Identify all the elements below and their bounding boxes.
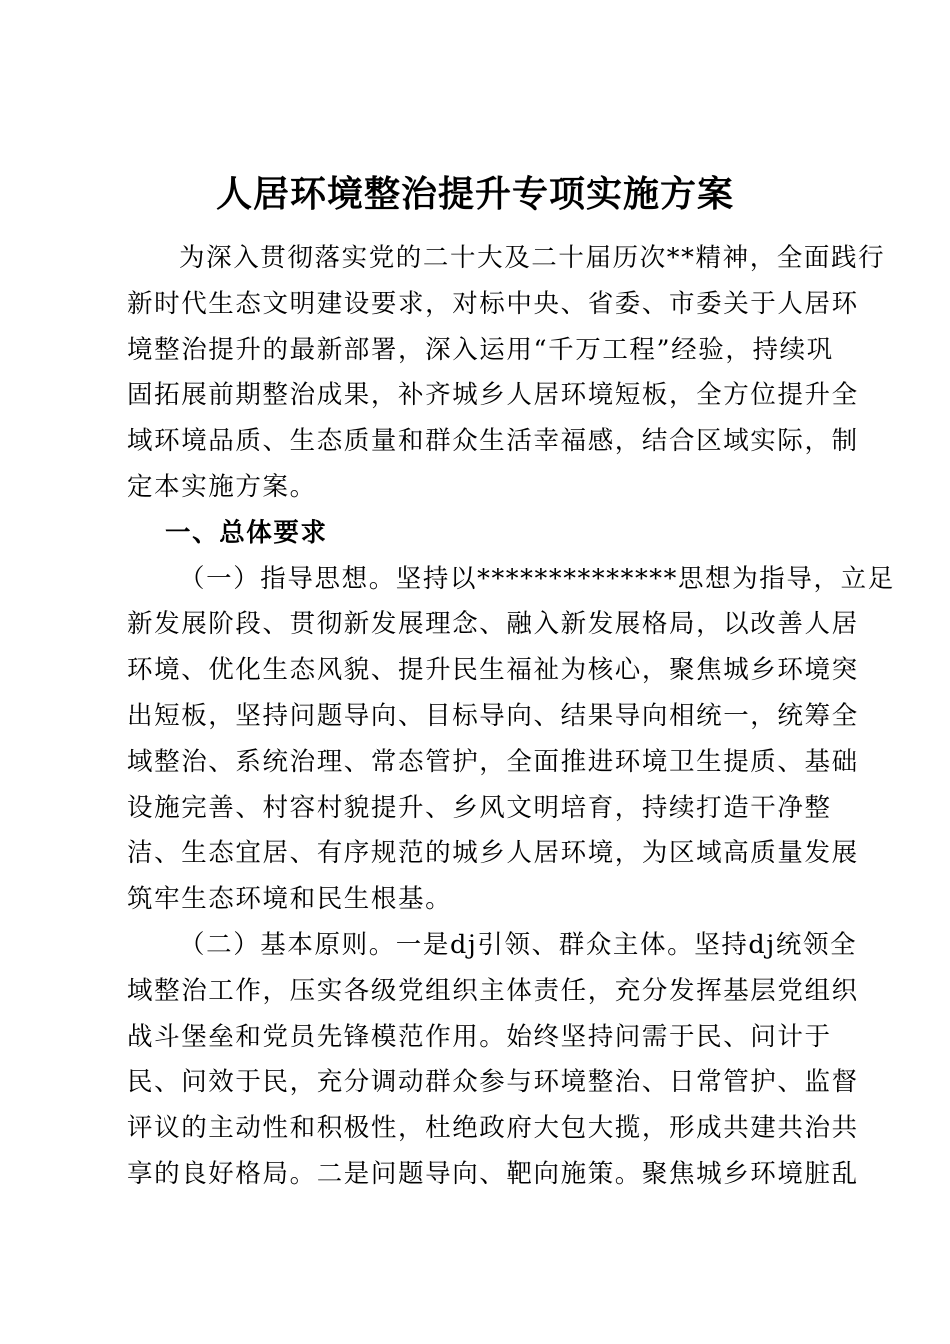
- paragraph-line: 新发展阶段、贯彻新发展理念、融入新发展格局，以改善人居: [127, 609, 859, 640]
- paragraph-line: 设施完善、村容村貌提升、乡风文明培育，持续打造干净整: [127, 792, 832, 823]
- section-heading: 一、总体要求: [165, 517, 328, 548]
- paragraph-line: 域整治工作，压实各级党组织主体责任，充分发挥基层党组织: [127, 975, 859, 1006]
- document-body: [127, 236, 895, 1198]
- paragraph-line: 洁、生态宜居、有序规范的城乡人居环境，为区域高质量发展: [127, 838, 859, 869]
- paragraph-line: 战斗堡垒和党员先锋模范作用。始终坚持问需于民、问计于: [127, 1021, 832, 1052]
- paragraph-line: （二）基本原则。一是dj引领、群众主体。坚持dj统领全: [179, 929, 858, 960]
- paragraph-line: 境整治提升的最新部署，深入运用“千万工程”经验，持续巩: [127, 334, 834, 365]
- paragraph-line: 为深入贯彻落实党的二十大及二十届历次**精神，全面践行: [179, 243, 886, 273]
- paragraph-line: 固拓展前期整治成果，补齐城乡人居环境短板，全方位提升全: [127, 380, 859, 411]
- paragraph-line: 民、问效于民，充分调动群众参与环境整治、日常管护、监督: [127, 1067, 859, 1098]
- paragraph-line: 定本实施方案。: [127, 471, 317, 502]
- document-title: 人居环境整治提升专项实施方案: [215, 173, 734, 215]
- paragraph-line: 出短板，坚持问题导向、目标导向、结果导向相统一，统筹全: [127, 700, 859, 731]
- paragraph-line: 环境、优化生态风貌、提升民生福祉为核心，聚焦城乡环境突: [127, 655, 859, 686]
- paragraph-line: 筑牢生态环境和民生根基。: [127, 884, 453, 915]
- paragraph-line: 域整治、系统治理、常态管护，全面推进环境卫生提质、基础: [127, 746, 859, 777]
- paragraph-line: 享的良好格局。二是问题导向、靶向施策。聚焦城乡环境脏乱: [127, 1158, 859, 1189]
- paragraph-line: 新时代生态文明建设要求，对标中央、省委、市委关于人居环: [127, 288, 859, 319]
- paragraph-line: （一）指导思想。坚持以**************思想为指导，立足: [179, 563, 895, 594]
- paragraph-line: 评议的主动性和积极性，杜绝政府大包大揽，形成共建共治共: [127, 1113, 859, 1144]
- paragraph-line: 域环境品质、生态质量和群众生活幸福感，结合区域实际，制: [127, 426, 859, 457]
